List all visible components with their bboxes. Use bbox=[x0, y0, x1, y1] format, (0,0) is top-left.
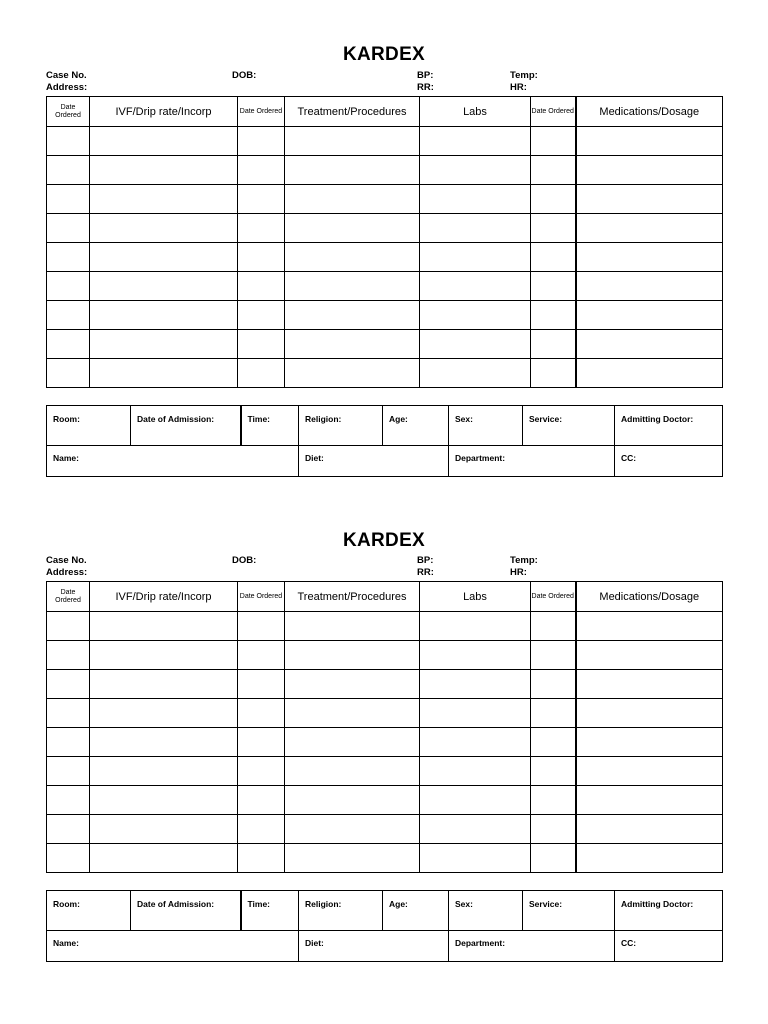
table-cell[interactable] bbox=[576, 156, 723, 185]
table-cell[interactable] bbox=[285, 699, 420, 728]
age-field[interactable]: Age: bbox=[383, 891, 449, 931]
treatment-header: Treatment/Procedures bbox=[285, 97, 420, 127]
table-cell[interactable] bbox=[90, 728, 238, 757]
date-ordered-header: Date Ordered bbox=[238, 582, 285, 612]
table-cell[interactable] bbox=[47, 786, 90, 815]
age-field[interactable]: Age: bbox=[383, 406, 449, 446]
table-cell[interactable] bbox=[576, 243, 723, 272]
table-cell[interactable] bbox=[47, 670, 90, 699]
table-cell[interactable] bbox=[285, 670, 420, 699]
table-cell[interactable] bbox=[238, 185, 285, 214]
table-cell[interactable] bbox=[420, 330, 531, 359]
patient-info-table bbox=[46, 890, 723, 962]
table-cell[interactable] bbox=[90, 301, 238, 330]
date-of-admission-field[interactable]: Date of Admission: bbox=[131, 891, 241, 931]
table-cell[interactable] bbox=[47, 815, 90, 844]
religion-field[interactable]: Religion: bbox=[299, 406, 383, 446]
table-header-row bbox=[47, 97, 723, 127]
table-row bbox=[47, 272, 723, 301]
table-cell[interactable] bbox=[420, 359, 531, 388]
ivf-header: IVF/Drip rate/Incorp bbox=[90, 97, 238, 127]
table-cell[interactable] bbox=[90, 185, 238, 214]
table-cell[interactable] bbox=[531, 844, 576, 873]
table-cell[interactable] bbox=[285, 301, 420, 330]
table-cell[interactable] bbox=[238, 641, 285, 670]
address-label: Address: bbox=[46, 567, 88, 578]
temp-label: Temp: bbox=[510, 70, 538, 81]
table-cell[interactable] bbox=[285, 786, 420, 815]
diet-field[interactable]: Diet: bbox=[299, 446, 449, 477]
table-row bbox=[47, 815, 723, 844]
table-cell[interactable] bbox=[420, 301, 531, 330]
table-cell[interactable] bbox=[531, 214, 576, 243]
table-cell[interactable] bbox=[90, 641, 238, 670]
table-cell[interactable] bbox=[576, 844, 723, 873]
table-cell[interactable] bbox=[285, 844, 420, 873]
table-cell[interactable] bbox=[285, 728, 420, 757]
table-cell[interactable] bbox=[531, 670, 576, 699]
table-cell[interactable] bbox=[531, 641, 576, 670]
table-cell[interactable] bbox=[531, 815, 576, 844]
labs-header: Labs bbox=[420, 582, 531, 612]
table-cell[interactable] bbox=[285, 815, 420, 844]
table-cell[interactable] bbox=[238, 670, 285, 699]
table-cell[interactable] bbox=[420, 156, 531, 185]
dob-label: DOB: bbox=[232, 70, 257, 81]
table-cell[interactable] bbox=[47, 156, 90, 185]
table-cell[interactable] bbox=[238, 728, 285, 757]
table-cell[interactable] bbox=[285, 127, 420, 156]
table-row bbox=[47, 786, 723, 815]
diet-field[interactable]: Diet: bbox=[299, 931, 449, 962]
table-cell[interactable] bbox=[576, 214, 723, 243]
room-field[interactable]: Room: bbox=[47, 406, 131, 446]
table-cell[interactable] bbox=[576, 330, 723, 359]
religion-field[interactable]: Religion: bbox=[299, 891, 383, 931]
table-cell[interactable] bbox=[420, 757, 531, 786]
info-row bbox=[47, 446, 723, 477]
table-cell[interactable] bbox=[420, 728, 531, 757]
table-cell[interactable] bbox=[285, 612, 420, 641]
table-row bbox=[47, 359, 723, 388]
table-row bbox=[47, 844, 723, 873]
table-cell[interactable] bbox=[420, 844, 531, 873]
case-no-label: Case No. bbox=[46, 555, 87, 566]
table-cell[interactable] bbox=[285, 757, 420, 786]
table-cell[interactable] bbox=[285, 641, 420, 670]
table-cell[interactable] bbox=[90, 699, 238, 728]
table-cell[interactable] bbox=[531, 272, 576, 301]
table-cell[interactable] bbox=[531, 330, 576, 359]
table-cell[interactable] bbox=[285, 185, 420, 214]
table-cell[interactable] bbox=[238, 127, 285, 156]
form-title: KARDEX bbox=[342, 530, 426, 551]
table-cell[interactable] bbox=[420, 699, 531, 728]
table-row bbox=[47, 330, 723, 359]
table-cell[interactable] bbox=[576, 728, 723, 757]
table-cell[interactable] bbox=[90, 243, 238, 272]
sex-field[interactable]: Sex: bbox=[449, 406, 523, 446]
table-cell[interactable] bbox=[285, 330, 420, 359]
table-cell[interactable] bbox=[238, 243, 285, 272]
table-cell[interactable] bbox=[531, 728, 576, 757]
table-cell[interactable] bbox=[285, 359, 420, 388]
date-ordered-header: Date Ordered bbox=[238, 97, 285, 127]
table-cell[interactable] bbox=[238, 757, 285, 786]
table-cell[interactable] bbox=[420, 243, 531, 272]
temp-label: Temp: bbox=[510, 555, 538, 566]
name-field[interactable]: Name: bbox=[47, 931, 299, 962]
table-cell[interactable] bbox=[531, 359, 576, 388]
table-cell[interactable] bbox=[420, 127, 531, 156]
table-cell[interactable] bbox=[531, 786, 576, 815]
time-field[interactable]: Time: bbox=[241, 891, 299, 931]
table-cell[interactable] bbox=[47, 359, 90, 388]
table-cell[interactable] bbox=[285, 156, 420, 185]
info-row bbox=[47, 406, 723, 446]
rr-label: RR: bbox=[417, 82, 434, 93]
table-cell[interactable] bbox=[576, 359, 723, 388]
table-cell[interactable] bbox=[576, 272, 723, 301]
table-cell[interactable] bbox=[420, 786, 531, 815]
table-cell[interactable] bbox=[238, 272, 285, 301]
table-cell[interactable] bbox=[90, 757, 238, 786]
cc-field[interactable]: CC: bbox=[615, 446, 723, 477]
table-cell[interactable] bbox=[238, 301, 285, 330]
hr-label: HR: bbox=[510, 82, 527, 93]
table-cell[interactable] bbox=[238, 359, 285, 388]
table-cell[interactable] bbox=[47, 243, 90, 272]
date-of-admission-field[interactable]: Date of Admission: bbox=[131, 406, 241, 446]
table-cell[interactable] bbox=[238, 815, 285, 844]
department-field[interactable]: Department: bbox=[449, 446, 615, 477]
info-row bbox=[47, 891, 723, 931]
orders-table bbox=[46, 96, 723, 388]
bp-label: BP: bbox=[417, 70, 434, 81]
table-cell[interactable] bbox=[47, 757, 90, 786]
table-cell[interactable] bbox=[576, 127, 723, 156]
medications-header: Medications/Dosage bbox=[576, 97, 723, 127]
service-field[interactable]: Service: bbox=[523, 891, 615, 931]
table-cell[interactable] bbox=[420, 670, 531, 699]
table-cell[interactable] bbox=[47, 844, 90, 873]
table-row bbox=[47, 699, 723, 728]
table-cell[interactable] bbox=[238, 214, 285, 243]
table-cell[interactable] bbox=[531, 612, 576, 641]
room-field[interactable]: Room: bbox=[47, 891, 131, 931]
table-cell[interactable] bbox=[238, 156, 285, 185]
admitting-doctor-field[interactable]: Admitting Doctor: bbox=[615, 891, 723, 931]
table-cell[interactable] bbox=[531, 127, 576, 156]
table-cell[interactable] bbox=[420, 272, 531, 301]
table-row bbox=[47, 670, 723, 699]
date-ordered-header: Date Ordered bbox=[47, 582, 90, 612]
table-cell[interactable] bbox=[420, 612, 531, 641]
table-row bbox=[47, 301, 723, 330]
table-cell[interactable] bbox=[238, 699, 285, 728]
table-row bbox=[47, 185, 723, 214]
case-no-label: Case No. bbox=[46, 70, 87, 81]
table-cell[interactable] bbox=[576, 185, 723, 214]
table-cell[interactable] bbox=[576, 699, 723, 728]
table-cell[interactable] bbox=[90, 156, 238, 185]
table-row bbox=[47, 728, 723, 757]
service-field[interactable]: Service: bbox=[523, 406, 615, 446]
patient-info-table bbox=[46, 405, 723, 477]
table-cell[interactable] bbox=[576, 301, 723, 330]
bp-label: BP: bbox=[417, 555, 434, 566]
date-ordered-header: Date Ordered bbox=[531, 582, 576, 612]
hr-label: HR: bbox=[510, 567, 527, 578]
address-label: Address: bbox=[46, 82, 88, 93]
table-row bbox=[47, 612, 723, 641]
table-cell[interactable] bbox=[90, 786, 238, 815]
ivf-header: IVF/Drip rate/Incorp bbox=[90, 582, 238, 612]
table-cell[interactable] bbox=[238, 844, 285, 873]
table-row bbox=[47, 214, 723, 243]
dob-label: DOB: bbox=[232, 555, 257, 566]
table-cell[interactable] bbox=[47, 612, 90, 641]
name-field[interactable]: Name: bbox=[47, 446, 299, 477]
table-cell[interactable] bbox=[238, 330, 285, 359]
table-cell[interactable] bbox=[90, 214, 238, 243]
time-field[interactable]: Time: bbox=[241, 406, 299, 446]
info-row bbox=[47, 931, 723, 962]
table-cell[interactable] bbox=[90, 815, 238, 844]
table-cell[interactable] bbox=[576, 641, 723, 670]
medications-header: Medications/Dosage bbox=[576, 582, 723, 612]
table-cell[interactable] bbox=[285, 243, 420, 272]
table-cell[interactable] bbox=[531, 301, 576, 330]
orders-table bbox=[46, 581, 723, 873]
table-cell[interactable] bbox=[531, 757, 576, 786]
table-cell[interactable] bbox=[420, 815, 531, 844]
table-cell[interactable] bbox=[90, 359, 238, 388]
table-cell[interactable] bbox=[90, 670, 238, 699]
table-row bbox=[47, 156, 723, 185]
cc-field[interactable]: CC: bbox=[615, 931, 723, 962]
table-row bbox=[47, 127, 723, 156]
table-cell[interactable] bbox=[90, 127, 238, 156]
table-cell[interactable] bbox=[420, 185, 531, 214]
sex-field[interactable]: Sex: bbox=[449, 891, 523, 931]
admitting-doctor-field[interactable]: Admitting Doctor: bbox=[615, 406, 723, 446]
date-ordered-header: Date Ordered bbox=[47, 97, 90, 127]
table-row bbox=[47, 243, 723, 272]
table-cell[interactable] bbox=[238, 612, 285, 641]
table-row bbox=[47, 757, 723, 786]
table-cell[interactable] bbox=[420, 641, 531, 670]
table-cell[interactable] bbox=[285, 272, 420, 301]
table-cell[interactable] bbox=[420, 214, 531, 243]
table-cell[interactable] bbox=[90, 330, 238, 359]
table-cell[interactable] bbox=[238, 786, 285, 815]
table-cell[interactable] bbox=[90, 844, 238, 873]
table-cell[interactable] bbox=[531, 243, 576, 272]
table-row bbox=[47, 641, 723, 670]
treatment-header: Treatment/Procedures bbox=[285, 582, 420, 612]
table-cell[interactable] bbox=[47, 330, 90, 359]
table-cell[interactable] bbox=[47, 214, 90, 243]
table-cell[interactable] bbox=[576, 757, 723, 786]
table-cell[interactable] bbox=[47, 699, 90, 728]
table-cell[interactable] bbox=[531, 185, 576, 214]
table-cell[interactable] bbox=[47, 301, 90, 330]
form-title: KARDEX bbox=[342, 44, 426, 65]
table-cell[interactable] bbox=[285, 214, 420, 243]
table-cell[interactable] bbox=[531, 699, 576, 728]
table-cell[interactable] bbox=[47, 272, 90, 301]
table-cell[interactable] bbox=[47, 185, 90, 214]
table-cell[interactable] bbox=[576, 612, 723, 641]
table-cell[interactable] bbox=[576, 815, 723, 844]
table-header-row bbox=[47, 582, 723, 612]
table-cell[interactable] bbox=[576, 670, 723, 699]
rr-label: RR: bbox=[417, 567, 434, 578]
table-cell[interactable] bbox=[47, 127, 90, 156]
labs-header: Labs bbox=[420, 97, 531, 127]
table-cell[interactable] bbox=[531, 156, 576, 185]
date-ordered-header: Date Ordered bbox=[531, 97, 576, 127]
table-cell[interactable] bbox=[90, 612, 238, 641]
department-field[interactable]: Department: bbox=[449, 931, 615, 962]
table-cell[interactable] bbox=[576, 786, 723, 815]
table-cell[interactable] bbox=[47, 641, 90, 670]
table-cell[interactable] bbox=[90, 272, 238, 301]
table-cell[interactable] bbox=[47, 728, 90, 757]
